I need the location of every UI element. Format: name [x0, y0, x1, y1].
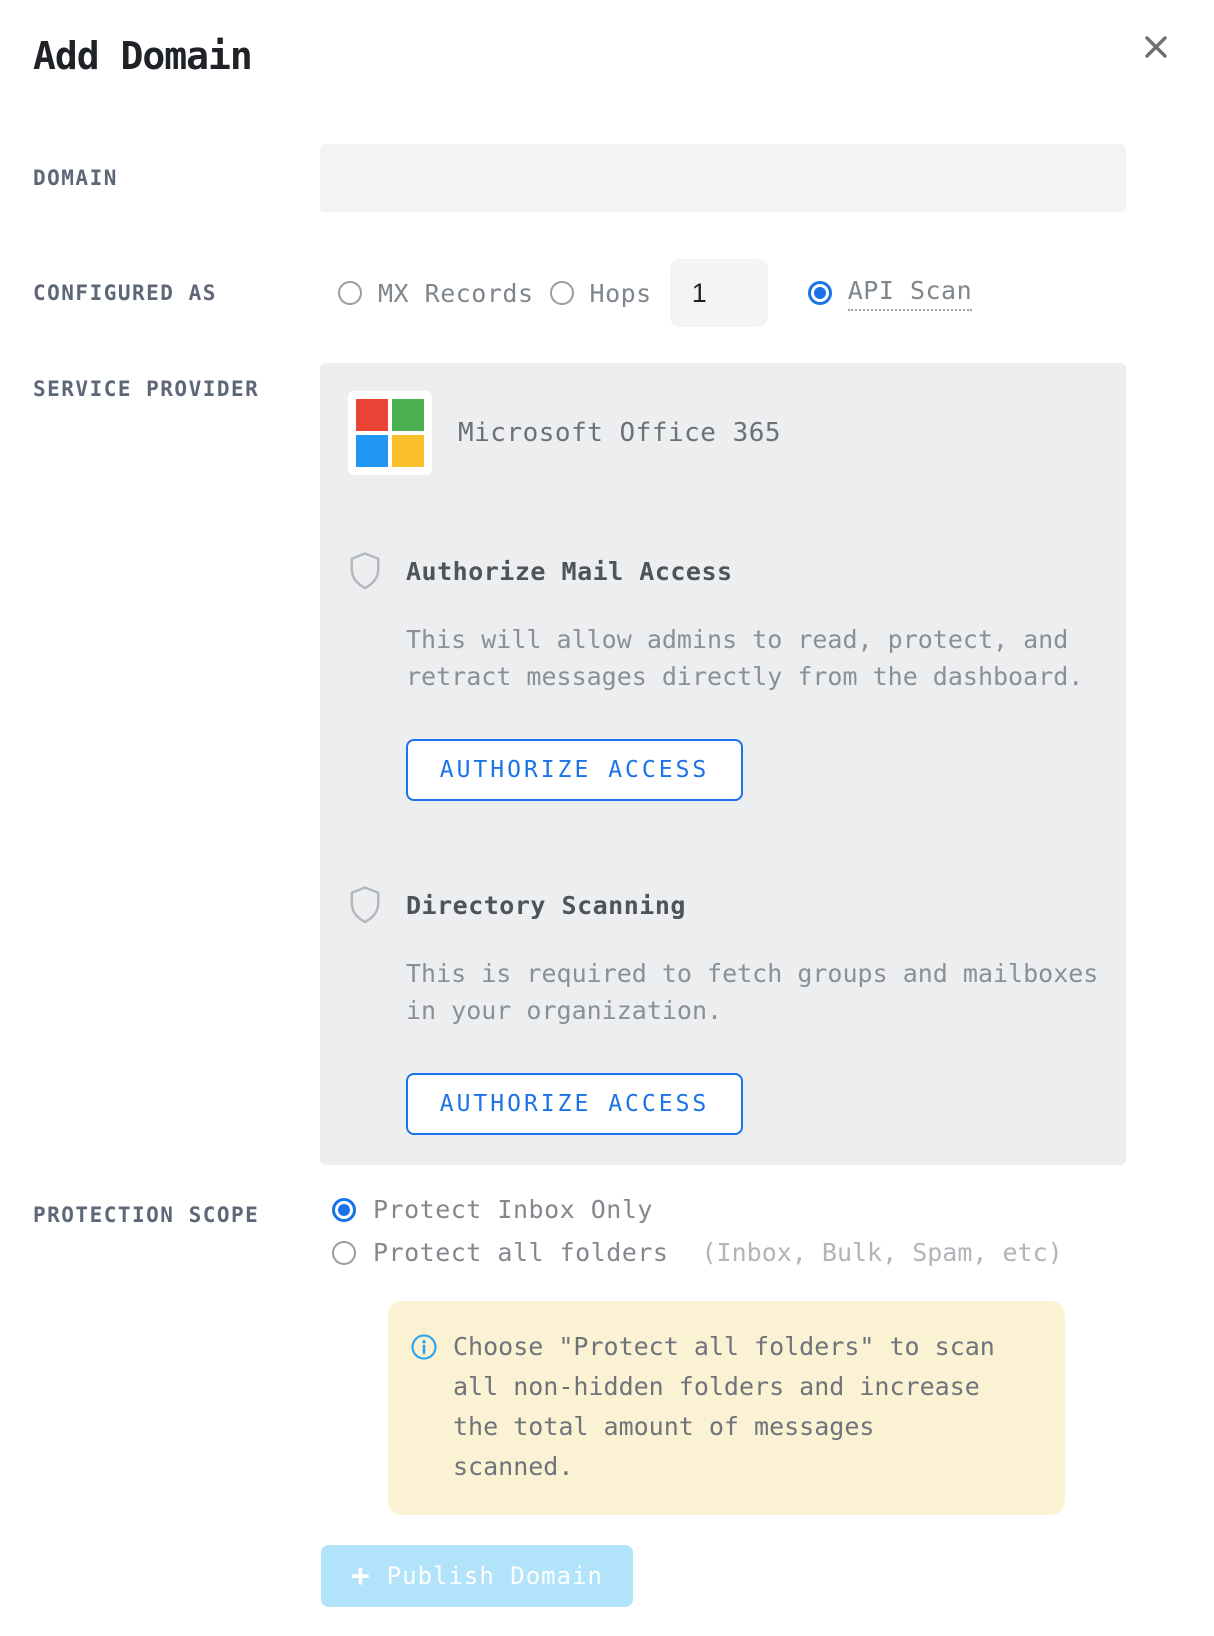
note-line: Choose "Protect all folders" to scan	[453, 1332, 995, 1361]
shield-icon	[348, 885, 382, 925]
radio-label-mx-records: MX Records	[378, 278, 534, 308]
note-line: all non-hidden folders and increase	[453, 1372, 980, 1401]
description-line: This is required to fetch groups and mailboxes	[406, 959, 1099, 988]
note-line: the total amount of messages	[453, 1412, 875, 1441]
provider-header	[348, 391, 1102, 475]
section-title: Authorize Mail Access	[406, 556, 733, 586]
radio-option-api-scan[interactable]	[808, 276, 972, 311]
info-icon	[410, 1333, 438, 1361]
description-line: This will allow admins to read, protect, and	[406, 625, 1069, 654]
section-description	[406, 955, 1106, 1029]
ms-logo-red-square	[356, 399, 388, 431]
protection-scope-label: PROTECTION SCOPE	[33, 1203, 260, 1227]
description-line: in your organization.	[406, 996, 723, 1025]
section-header	[348, 885, 1102, 925]
service-provider-row	[33, 363, 1174, 1165]
configured-as-label: CONFIGURED AS	[33, 281, 217, 305]
radio-icon-mx-records[interactable]	[338, 281, 362, 305]
radio-label-protect-all-folders: Protect all folders	[373, 1238, 669, 1267]
service-provider-label: SERVICE PROVIDER	[33, 377, 260, 401]
radio-label-protect-inbox-only: Protect Inbox Only	[373, 1195, 653, 1224]
section-header	[348, 551, 1102, 591]
radio-label-hops: Hops	[589, 278, 652, 308]
configured-as-row	[33, 258, 1174, 328]
ms-logo-yellow-square	[392, 435, 424, 467]
service-provider-panel	[320, 363, 1126, 1165]
authorize-mail-access-button[interactable]: AUTHORIZE ACCESS	[406, 739, 743, 801]
section-description	[406, 621, 1106, 695]
radio-icon-hops[interactable]	[550, 281, 574, 305]
close-button[interactable]	[1134, 26, 1178, 70]
ms-logo-blue-square	[356, 435, 388, 467]
page-title: Add Domain	[33, 34, 252, 78]
protect-all-folders-hint: (Inbox, Bulk, Spam, etc)	[701, 1238, 1063, 1267]
plus-icon: +	[351, 1557, 371, 1594]
ms-logo-green-square	[392, 399, 424, 431]
shield-icon	[348, 551, 382, 591]
radio-option-protect-all-folders[interactable]	[332, 1238, 1126, 1267]
section-title: Directory Scanning	[406, 890, 686, 920]
radio-label-api-scan: API Scan	[848, 276, 972, 311]
radio-icon-protect-all-folders[interactable]	[332, 1241, 356, 1265]
radio-option-hops[interactable]	[550, 279, 652, 308]
provider-name: Microsoft Office 365	[458, 418, 782, 448]
description-line: retract messages directly from the dashboard.	[406, 662, 1084, 691]
radio-option-protect-inbox-only[interactable]	[332, 1195, 1126, 1224]
directory-scanning-section	[348, 885, 1102, 1135]
close-icon	[1137, 28, 1175, 66]
domain-row	[33, 144, 1174, 212]
hops-count-input[interactable]	[670, 259, 768, 327]
domain-input[interactable]	[320, 144, 1126, 212]
domain-label: DOMAIN	[33, 166, 118, 190]
publish-domain-button[interactable]	[321, 1545, 633, 1607]
authorize-directory-scanning-button[interactable]: AUTHORIZE ACCESS	[406, 1073, 743, 1135]
radio-option-mx-records[interactable]	[338, 279, 534, 308]
configured-as-options	[320, 259, 1126, 327]
protection-scope-row	[33, 1195, 1174, 1515]
microsoft-logo-icon	[348, 391, 432, 475]
radio-icon-api-scan[interactable]	[808, 281, 832, 305]
info-note-box	[388, 1301, 1065, 1515]
radio-icon-protect-inbox-only[interactable]	[332, 1198, 356, 1222]
dialog-header	[33, 34, 1174, 78]
publish-domain-label: Publish Domain	[386, 1562, 603, 1590]
info-note-text	[453, 1327, 995, 1487]
note-line: scanned.	[453, 1452, 574, 1481]
authorize-mail-access-section	[348, 551, 1102, 801]
protection-scope-options	[320, 1195, 1126, 1515]
